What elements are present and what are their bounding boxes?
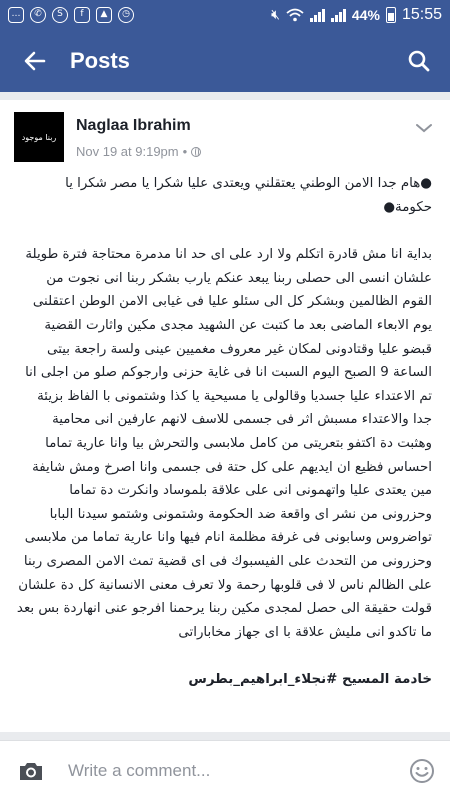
comment-composer — [0, 740, 450, 800]
search-button[interactable] — [388, 30, 450, 92]
gallery-icon: ▲ — [96, 7, 112, 23]
emoji-button[interactable] — [394, 741, 450, 800]
post-options-button[interactable] — [414, 120, 434, 134]
wifi-icon — [286, 8, 304, 22]
post-signature — [16, 668, 432, 692]
skype-icon: S — [52, 7, 68, 23]
chat-bubble-icon: … — [8, 7, 24, 23]
back-button[interactable] — [0, 30, 70, 92]
clock-icon: ◷ — [118, 7, 134, 23]
app-bar — [0, 30, 450, 92]
system-status — [271, 6, 442, 24]
status-bar — [0, 0, 450, 30]
avatar-text: ربنا موجود — [21, 132, 57, 142]
author-name[interactable]: Naglaa Ibrahim — [76, 117, 191, 134]
notification-icons — [8, 7, 134, 23]
hashtag-link[interactable]: #نجلاء_ابراهيم_بطرس — [188, 672, 338, 688]
camera-button[interactable] — [0, 741, 62, 800]
page-title: Posts — [70, 48, 130, 73]
mute-icon: 🔇︎ — [271, 7, 280, 23]
post-meta — [76, 144, 201, 159]
signal-icon — [310, 8, 325, 22]
facebook-icon: f — [74, 7, 90, 23]
globe-icon — [191, 147, 201, 157]
whatsapp-icon: ✆ — [30, 7, 46, 23]
signal-icon — [331, 8, 346, 22]
avatar[interactable] — [14, 112, 64, 162]
chevron-down-icon — [414, 121, 434, 135]
meta-separator: • — [182, 144, 188, 159]
camera-icon — [18, 760, 44, 782]
emoji-icon — [409, 758, 435, 784]
signature-prefix: خادمة المسيح — [342, 672, 432, 688]
back-arrow-icon — [23, 49, 47, 73]
post-date[interactable]: Nov 19 at 9:19pm — [76, 144, 179, 159]
post-body — [16, 172, 432, 692]
battery-icon — [386, 7, 396, 23]
clock-time: 15:55 — [401, 6, 442, 23]
battery-percent: 44% — [351, 7, 380, 23]
post-paragraph-body: بداية انا مش قادرة اتكلم ولا ارد على اى حد انا مدمرة محتاجة فترة طويلة علشان انسى الى حصلى ربنا يبعد عنكم يارب بشكر ربنا انى نجوت من القوم الظالمين وبشكر كل الى سئلو عليا فى غيابى الامن الوطن اعتقلنى يوم الابعاء الماضى بعد ما كتبت عن الشهيد مجدى مكين واثارت القضية قبضو عليا وقتادونى لمكان غير معروف مغميين عينى ولسة راجعة بيتى الساعة 9 الصبح اليوم السبت انا فى غاية حزنى وارجوكم صلو من اجلى انا تم الاعتداء عليا جسديا وقالولى يا مسيحية يا كذا وشتمونى با الفاظ بزيئة جدا والاعتداء مسبش اثر فى جسمى للاسف لانهم عارفين انى محامية وهثبت دة اكتفو بتعريتى من كامل ملابسى والتحرش بيا وانا عارية تماما احساس فظيع ان ايديهم على كل حتة فى جسمى وانا اصرخ ومش شايفة مين يعتدى عليا واتهمونى انى على علاقة بلموساد وانكرت دة تماما وحزرونى من نشر اى واقعة ضد الحكومة وشتمونى وشتمو سيدنا البابا تواضروس وسابونى فى غرفة مظلمة انام فيها وانا عارية تماما من ملابسى وحزرونى من التحدث على الفيسبوك فى اى قضية تمث الامن المصرى ربنا على الظالم ناس لا فى قلوبها رحمة ولا تعرف معنى الانسانية كل دة علشان قولت حقيقة الى حصل لمجدى مكين ربنا يرحمنا افرجو عنى انهاردة بس بعد ما تاكدو انى مليش علاقة با اى جهاز مخاباراتى — [16, 247, 432, 640]
comment-input[interactable] — [62, 761, 394, 781]
search-icon — [407, 49, 431, 73]
post-paragraph-headline: ●هام جدا الامن الوطني يعتقلني ويعتدى عليا شكرا يا مصر شكرا يا حكومة● — [65, 176, 432, 215]
